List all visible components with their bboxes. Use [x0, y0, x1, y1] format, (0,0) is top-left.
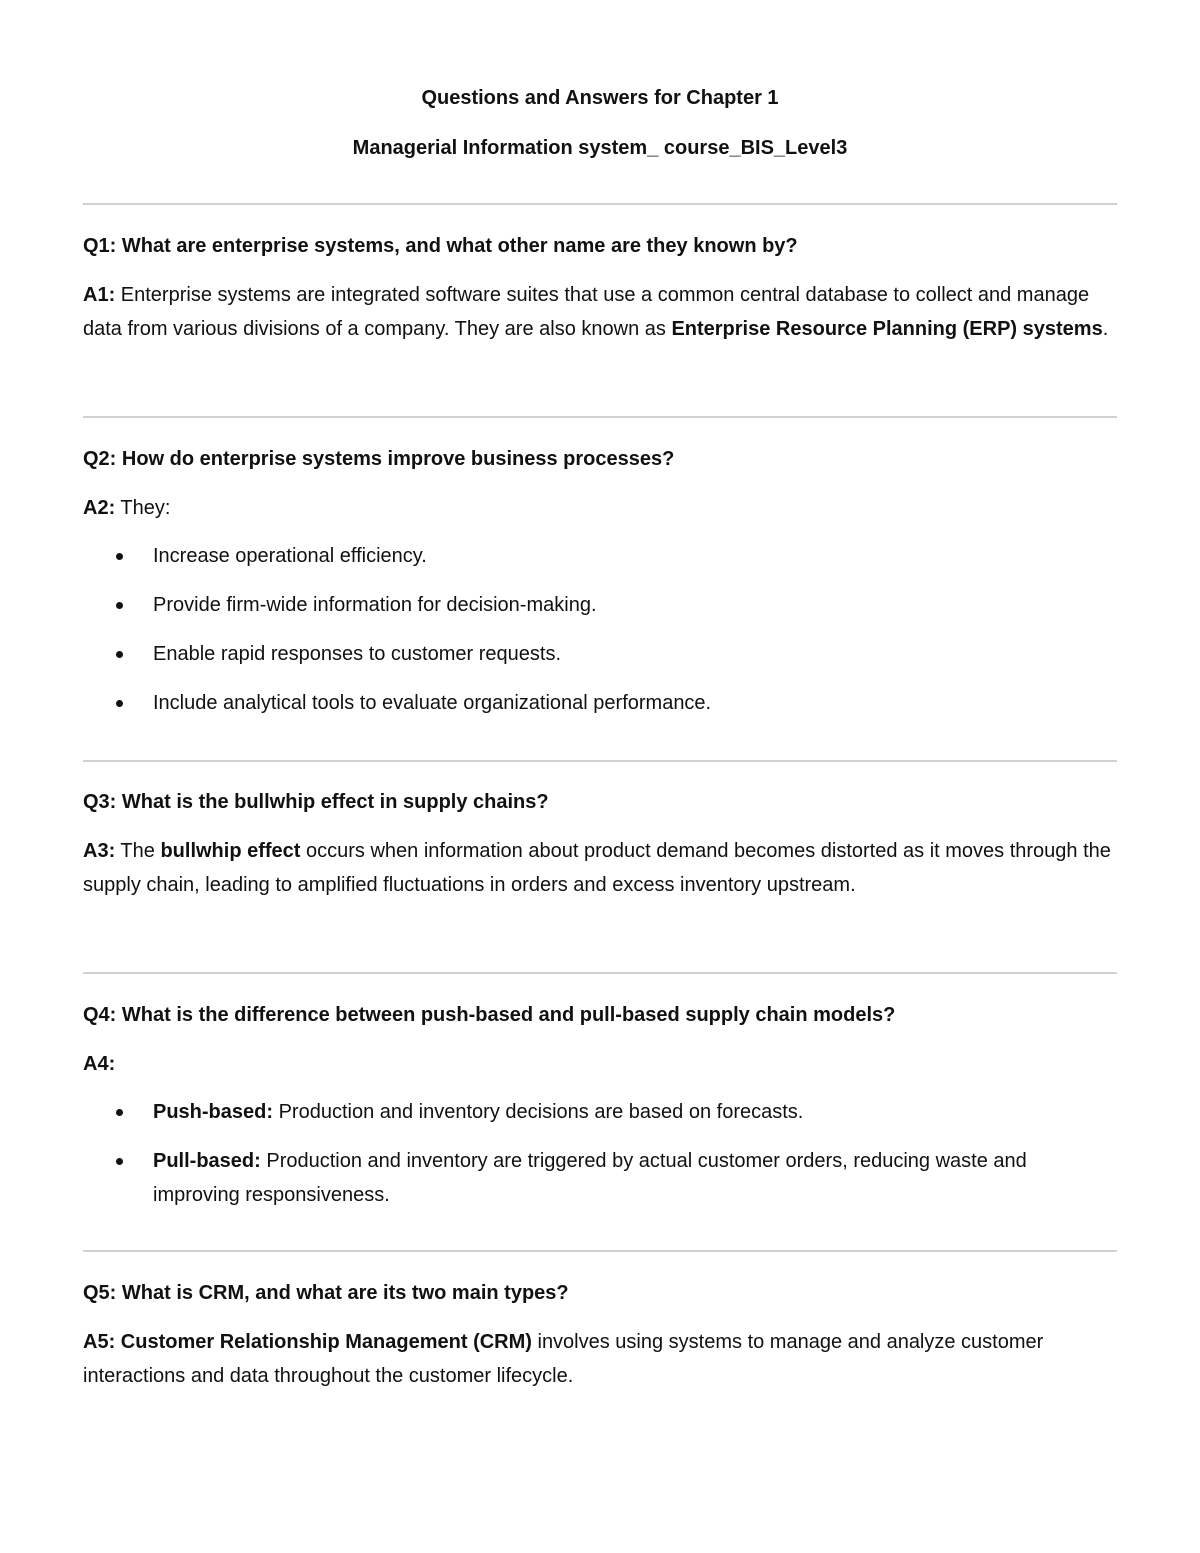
- qa-block-5: [83, 1281, 1117, 1393]
- question-1: Q1: What are enterprise systems, and what other name are they known by?: [83, 235, 798, 257]
- bullet-icon: [116, 1158, 123, 1165]
- bullet-icon: [116, 1109, 123, 1116]
- qa-block-4: [83, 1003, 1117, 1212]
- bullet-icon: [116, 602, 123, 609]
- list-item: Pull-based: Production and inventory are triggered by actual customer orders, reducing waste and improving responsiveness.: [83, 1144, 1117, 1212]
- bullet-icon: [116, 700, 123, 707]
- answer-label: A4:: [83, 1053, 116, 1075]
- qa-block-1: [83, 234, 1117, 346]
- bullet-icon: [116, 651, 123, 658]
- answer-4: [83, 1047, 1117, 1081]
- answer-label: A5:: [83, 1331, 116, 1353]
- question-5: Q5: What is CRM, and what are its two main types?: [83, 1282, 569, 1304]
- list-item: Include analytical tools to evaluate organizational performance.: [83, 686, 1117, 720]
- question-3: Q3: What is the bullwhip effect in supply chains?: [83, 791, 549, 813]
- answer-text: They:: [115, 497, 171, 519]
- answer-2: [83, 491, 1117, 525]
- page-subtitle: Managerial Information system_ course_BIS_Level3: [352, 137, 848, 159]
- answer-label: A3:: [83, 840, 116, 862]
- list-item: Increase operational efficiency.: [83, 539, 1117, 573]
- answer-text-end: .: [1102, 318, 1109, 340]
- answer-2-list: [83, 539, 1117, 720]
- answer-label: A2:: [83, 497, 116, 519]
- list-item: Enable rapid responses to customer requests.: [83, 637, 1117, 671]
- answer-emphasis: Customer Relationship Management (CRM): [115, 1331, 532, 1353]
- bullet-icon: [116, 553, 123, 560]
- question-2: Q2: How do enterprise systems improve business processes?: [83, 448, 675, 470]
- answer-4-list: [83, 1095, 1117, 1212]
- answer-text: occurs when information about product demand becomes distorted as it moves through the supply chain, leading to amplified fluctuations in orders and excess inventory upstream.: [83, 840, 1111, 896]
- answer-label: A1:: [83, 284, 116, 306]
- qa-block-2: [83, 447, 1117, 720]
- divider: [83, 760, 1117, 762]
- divider: [83, 416, 1117, 418]
- answer-emphasis: Enterprise Resource Planning (ERP) systems: [671, 318, 1103, 340]
- answer-text: Enterprise systems are integrated software suites that use a common central database to collect and manage data from various divisions of a company. They are also known as: [83, 284, 1090, 340]
- list-item: Provide firm-wide information for decision-making.: [83, 588, 1117, 622]
- answer-5: [83, 1325, 1117, 1393]
- divider: [83, 1250, 1117, 1252]
- page-title: Questions and Answers for Chapter 1: [421, 87, 779, 109]
- question-4: Q4: What is the difference between push-based and pull-based supply chain models?: [83, 1004, 896, 1026]
- answer-emphasis: bullwhip effect: [160, 840, 301, 862]
- divider: [83, 203, 1117, 205]
- qa-block-3: [83, 790, 1117, 902]
- list-item: Push-based: Production and inventory decisions are based on forecasts.: [83, 1095, 1117, 1129]
- divider: [83, 972, 1117, 974]
- answer-text: involves using systems to manage and analyze customer interactions and data throughout the customer lifecycle.: [83, 1331, 1044, 1387]
- answer-1: [83, 278, 1117, 346]
- answer-3: A3: The bullwhip effect occurs when information about product demand becomes distorted as it moves through the supply chain, leading to amplified fluctuations in orders and excess inventory upstream.: [83, 840, 1111, 896]
